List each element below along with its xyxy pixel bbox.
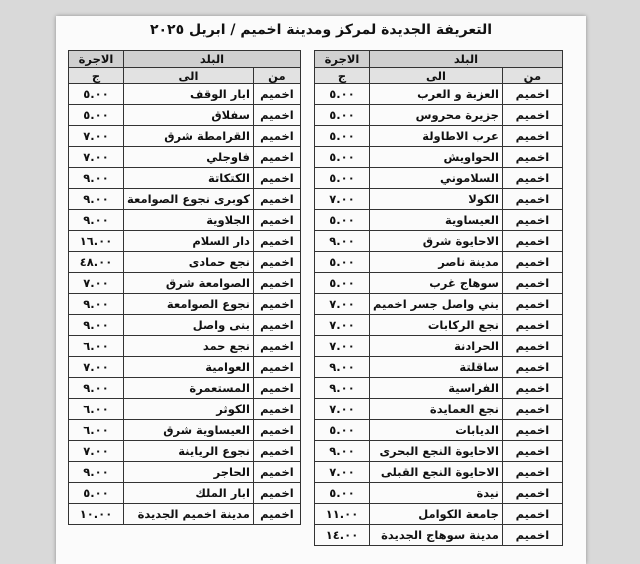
origin-cell: اخميم bbox=[253, 210, 300, 231]
page-title: التعريفة الجديدة لمركز ومدينة اخميم / ابريل ٢٠٢٥ bbox=[149, 22, 493, 38]
destination-cell: نجع الركابات bbox=[370, 315, 503, 336]
origin-cell: اخميم bbox=[502, 126, 562, 147]
origin-cell: اخميم bbox=[502, 189, 562, 210]
origin-cell: اخميم bbox=[253, 84, 300, 105]
origin-cell: اخميم bbox=[502, 231, 562, 252]
origin-cell: اخميم bbox=[253, 399, 300, 420]
fare-cell: ٥.٠٠ bbox=[315, 483, 370, 504]
destination-cell: الكولا bbox=[370, 189, 503, 210]
destination-cell: المستعمرة bbox=[124, 378, 254, 399]
origin-cell: اخميم bbox=[253, 105, 300, 126]
origin-cell: اخميم bbox=[253, 189, 300, 210]
destination-cell: جزيرة محروس bbox=[370, 105, 503, 126]
table-row bbox=[315, 273, 563, 294]
table-row bbox=[315, 231, 563, 252]
destination-cell: جامعة الكوامل bbox=[370, 504, 503, 525]
table-row bbox=[69, 189, 301, 210]
table-row bbox=[69, 294, 301, 315]
fare-cell: ٩.٠٠ bbox=[315, 441, 370, 462]
header-currency: ج bbox=[315, 68, 370, 84]
fare-cell: ٥.٠٠ bbox=[315, 273, 370, 294]
fare-cell: ٥.٠٠ bbox=[315, 84, 370, 105]
table-row bbox=[315, 189, 563, 210]
destination-cell: ابار الوقف bbox=[124, 84, 254, 105]
table-row bbox=[69, 210, 301, 231]
fare-cell: ٧.٠٠ bbox=[315, 462, 370, 483]
destination-cell: نجوع الصوامعة bbox=[124, 294, 254, 315]
destination-cell: مدينة ناصر bbox=[370, 252, 503, 273]
destination-cell: الكتكاتة bbox=[124, 168, 254, 189]
destination-cell: الصوامعة شرق bbox=[124, 273, 254, 294]
origin-cell: اخميم bbox=[502, 441, 562, 462]
fare-cell: ٥.٠٠ bbox=[315, 168, 370, 189]
table-row bbox=[69, 441, 301, 462]
destination-cell: سوهاج غرب bbox=[370, 273, 503, 294]
subheader-row bbox=[69, 68, 301, 84]
fare-cell: ٥.٠٠ bbox=[315, 252, 370, 273]
header-min: من bbox=[253, 68, 300, 84]
origin-cell: اخميم bbox=[502, 525, 562, 546]
destination-cell: نجع حمد bbox=[124, 336, 254, 357]
table-row bbox=[315, 210, 563, 231]
origin-cell: اخميم bbox=[502, 168, 562, 189]
destination-cell: الحرادنة bbox=[370, 336, 503, 357]
fare-cell: ٩.٠٠ bbox=[315, 231, 370, 252]
table-row bbox=[315, 504, 563, 525]
table-row bbox=[69, 105, 301, 126]
table-row bbox=[315, 336, 563, 357]
destination-cell: ابار الملك bbox=[124, 483, 254, 504]
origin-cell: اخميم bbox=[253, 483, 300, 504]
destination-cell: القرامطة شرق bbox=[124, 126, 254, 147]
destination-cell: الفراسية bbox=[370, 378, 503, 399]
fare-cell: ٧.٠٠ bbox=[69, 147, 124, 168]
destination-cell: مدينة سوهاج الجديدة bbox=[370, 525, 503, 546]
fare-cell: ٥.٠٠ bbox=[315, 210, 370, 231]
origin-cell: اخميم bbox=[502, 357, 562, 378]
origin-cell: اخميم bbox=[253, 231, 300, 252]
origin-cell: اخميم bbox=[502, 273, 562, 294]
header-ujra: الاجرة bbox=[315, 51, 370, 68]
origin-cell: اخميم bbox=[502, 462, 562, 483]
origin-cell: اخميم bbox=[253, 420, 300, 441]
table-row bbox=[69, 399, 301, 420]
origin-cell: اخميم bbox=[502, 84, 562, 105]
destination-cell: نجع حمادى bbox=[124, 252, 254, 273]
fare-cell: ٥.٠٠ bbox=[69, 84, 124, 105]
destination-cell: الديابات bbox=[370, 420, 503, 441]
fare-cell: ٦.٠٠ bbox=[69, 420, 124, 441]
table-row bbox=[69, 420, 301, 441]
fare-cell: ٧.٠٠ bbox=[69, 357, 124, 378]
origin-cell: اخميم bbox=[502, 210, 562, 231]
header-currency: ج bbox=[69, 68, 124, 84]
fare-cell: ١٠.٠٠ bbox=[69, 504, 124, 525]
fare-cell: ٩.٠٠ bbox=[69, 462, 124, 483]
table-row bbox=[315, 294, 563, 315]
fare-cell: ٥.٠٠ bbox=[69, 105, 124, 126]
fare-cell: ٩.٠٠ bbox=[315, 378, 370, 399]
table-row bbox=[69, 462, 301, 483]
destination-cell: بني واصل جسر اخميم bbox=[370, 294, 503, 315]
fare-cell: ٩.٠٠ bbox=[69, 378, 124, 399]
table-row bbox=[69, 315, 301, 336]
destination-cell: العيساوية شرق bbox=[124, 420, 254, 441]
table-row bbox=[69, 378, 301, 399]
destination-cell: الحاجر bbox=[124, 462, 254, 483]
header-ila: الى bbox=[124, 68, 254, 84]
subheader-row bbox=[315, 68, 563, 84]
table-row bbox=[315, 315, 563, 336]
fare-cell: ٦.٠٠ bbox=[69, 336, 124, 357]
table-row bbox=[69, 504, 301, 525]
destination-cell: نجع العمايدة bbox=[370, 399, 503, 420]
fare-cell: ٩.٠٠ bbox=[69, 210, 124, 231]
destination-cell: الحواويش bbox=[370, 147, 503, 168]
destination-cell: عرب الاطاولة bbox=[370, 126, 503, 147]
table-row bbox=[69, 483, 301, 504]
destination-cell: سفلاق bbox=[124, 105, 254, 126]
origin-cell: اخميم bbox=[253, 378, 300, 399]
destination-cell: ساقلتة bbox=[370, 357, 503, 378]
table-row bbox=[69, 252, 301, 273]
origin-cell: اخميم bbox=[253, 357, 300, 378]
header-ila: الى bbox=[370, 68, 503, 84]
fare-cell: ٤٨.٠٠ bbox=[69, 252, 124, 273]
fare-cell: ١٦.٠٠ bbox=[69, 231, 124, 252]
destination-cell: الاحايوة شرق bbox=[370, 231, 503, 252]
origin-cell: اخميم bbox=[502, 315, 562, 336]
table-row bbox=[69, 168, 301, 189]
destination-cell: العيساوية bbox=[370, 210, 503, 231]
table-row bbox=[69, 336, 301, 357]
fare-cell: ٩.٠٠ bbox=[69, 189, 124, 210]
tariff-table-left bbox=[68, 50, 301, 525]
header-balad: البلد bbox=[124, 51, 301, 68]
fare-cell: ٧.٠٠ bbox=[315, 315, 370, 336]
fare-cell: ٩.٠٠ bbox=[315, 357, 370, 378]
destination-cell: نيدة bbox=[370, 483, 503, 504]
table-row bbox=[69, 357, 301, 378]
fare-cell: ١٤.٠٠ bbox=[315, 525, 370, 546]
origin-cell: اخميم bbox=[502, 294, 562, 315]
fare-cell: ٧.٠٠ bbox=[69, 441, 124, 462]
table-row bbox=[315, 147, 563, 168]
destination-cell: الجلاوية bbox=[124, 210, 254, 231]
fare-cell: ٩.٠٠ bbox=[69, 315, 124, 336]
table-row bbox=[315, 483, 563, 504]
destination-cell: العوامية bbox=[124, 357, 254, 378]
destination-cell: الاحايوة النجع البحرى bbox=[370, 441, 503, 462]
header-balad: البلد bbox=[370, 51, 563, 68]
table-row bbox=[69, 84, 301, 105]
table-row bbox=[315, 525, 563, 546]
destination-cell: السلاموني bbox=[370, 168, 503, 189]
fare-cell: ٥.٠٠ bbox=[315, 105, 370, 126]
origin-cell: اخميم bbox=[253, 504, 300, 525]
fare-cell: ٧.٠٠ bbox=[69, 126, 124, 147]
origin-cell: اخميم bbox=[502, 399, 562, 420]
fare-cell: ٧.٠٠ bbox=[315, 294, 370, 315]
table-row bbox=[315, 168, 563, 189]
origin-cell: اخميم bbox=[502, 252, 562, 273]
header-row bbox=[315, 51, 563, 68]
tariff-sheet bbox=[56, 16, 586, 564]
tariff-table-right bbox=[314, 50, 563, 546]
table-row bbox=[315, 252, 563, 273]
table-row bbox=[69, 147, 301, 168]
fare-cell: ٧.٠٠ bbox=[69, 273, 124, 294]
origin-cell: اخميم bbox=[253, 294, 300, 315]
fare-cell: ٩.٠٠ bbox=[69, 294, 124, 315]
destination-cell: العزبة و العرب bbox=[370, 84, 503, 105]
destination-cell: فاوجلي bbox=[124, 147, 254, 168]
origin-cell: اخميم bbox=[502, 483, 562, 504]
origin-cell: اخميم bbox=[253, 462, 300, 483]
fare-cell: ٥.٠٠ bbox=[315, 420, 370, 441]
origin-cell: اخميم bbox=[253, 441, 300, 462]
destination-cell: الاحايوة النجع القبلى bbox=[370, 462, 503, 483]
origin-cell: اخميم bbox=[502, 147, 562, 168]
fare-cell: ٥.٠٠ bbox=[69, 483, 124, 504]
table-row bbox=[315, 105, 563, 126]
table-row bbox=[315, 462, 563, 483]
destination-cell: مدينة اخميم الجديدة bbox=[124, 504, 254, 525]
origin-cell: اخميم bbox=[502, 105, 562, 126]
table-row bbox=[315, 420, 563, 441]
origin-cell: اخميم bbox=[502, 378, 562, 399]
fare-cell: ٧.٠٠ bbox=[315, 399, 370, 420]
destination-cell: كوبرى نجوع الصوامعة bbox=[124, 189, 254, 210]
origin-cell: اخميم bbox=[253, 336, 300, 357]
destination-cell: بنى واصل bbox=[124, 315, 254, 336]
table-row bbox=[315, 126, 563, 147]
origin-cell: اخميم bbox=[253, 147, 300, 168]
fare-cell: ٧.٠٠ bbox=[315, 336, 370, 357]
origin-cell: اخميم bbox=[502, 336, 562, 357]
table-row bbox=[69, 273, 301, 294]
origin-cell: اخميم bbox=[253, 252, 300, 273]
table-row bbox=[315, 357, 563, 378]
table-row bbox=[315, 399, 563, 420]
origin-cell: اخميم bbox=[253, 315, 300, 336]
fare-cell: ٩.٠٠ bbox=[69, 168, 124, 189]
origin-cell: اخميم bbox=[502, 420, 562, 441]
table-row bbox=[69, 126, 301, 147]
table-row bbox=[69, 231, 301, 252]
origin-cell: اخميم bbox=[253, 273, 300, 294]
origin-cell: اخميم bbox=[502, 504, 562, 525]
table-row bbox=[315, 84, 563, 105]
table-row bbox=[315, 441, 563, 462]
fare-cell: ٥.٠٠ bbox=[315, 147, 370, 168]
fare-cell: ٦.٠٠ bbox=[69, 399, 124, 420]
table-row bbox=[315, 378, 563, 399]
fare-cell: ٥.٠٠ bbox=[315, 126, 370, 147]
header-min: من bbox=[502, 68, 562, 84]
destination-cell: الكوثر bbox=[124, 399, 254, 420]
destination-cell: دار السلام bbox=[124, 231, 254, 252]
origin-cell: اخميم bbox=[253, 126, 300, 147]
fare-cell: ١١.٠٠ bbox=[315, 504, 370, 525]
destination-cell: نجوع الرياينة bbox=[124, 441, 254, 462]
header-row bbox=[69, 51, 301, 68]
header-ujra: الاجرة bbox=[69, 51, 124, 68]
origin-cell: اخميم bbox=[253, 168, 300, 189]
fare-cell: ٧.٠٠ bbox=[315, 189, 370, 210]
